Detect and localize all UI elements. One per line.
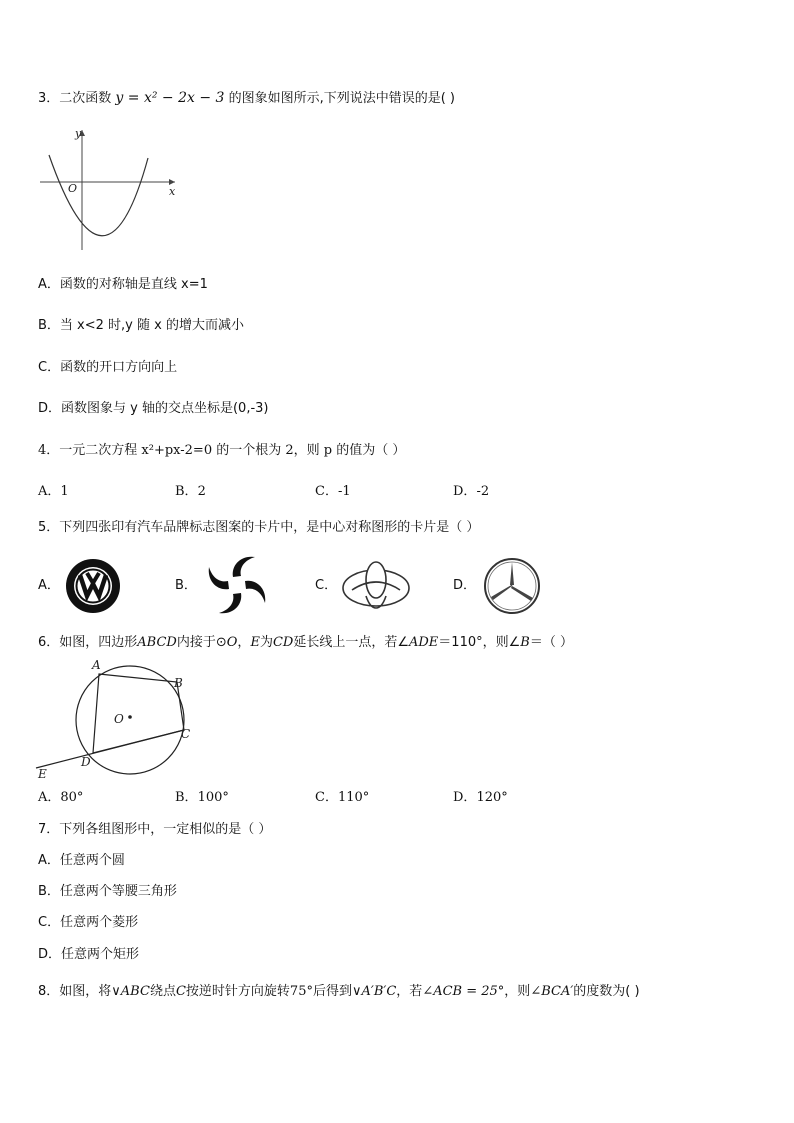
q4-option-b[interactable] — [175, 484, 206, 500]
q3-option-b-label: B． — [38, 318, 60, 333]
q6-ade: ADE — [408, 635, 439, 650]
q4-option-c[interactable] — [315, 484, 351, 500]
q6-option-b-text: 100° — [197, 790, 229, 805]
q5-stem: 5．下列四张印有汽车品牌标志图案的卡片中，是中心对称图形的卡片是（ ） — [38, 520, 480, 535]
q6-label-e: E — [38, 767, 47, 781]
q6-stem-a: 6．如图，四边形 — [38, 635, 138, 650]
swirl-logo-icon — [205, 553, 269, 617]
q6-option-b-label: B． — [175, 790, 198, 805]
q4-option-c-label: C． — [315, 484, 338, 499]
q6-o: O — [226, 635, 238, 650]
q6-option-c-label: C． — [315, 790, 338, 805]
q6-option-d[interactable] — [453, 790, 508, 806]
q5-option-a-label[interactable]: A． — [38, 578, 60, 593]
q6-option-c-text: 110° — [337, 790, 370, 805]
q6-stem-f: ＝110°，则∠ — [438, 635, 521, 650]
q3-parabola-graph — [35, 125, 195, 255]
q6-option-a[interactable] — [38, 790, 83, 806]
q6-option-a-label: A． — [38, 790, 61, 805]
q6-abcd: ABCD — [137, 635, 177, 650]
q7-option-d-text: 任意两个矩形 — [61, 947, 140, 962]
q6-cd: CD — [272, 635, 294, 650]
q8-stem — [38, 984, 640, 1000]
q7-option-d[interactable] — [38, 947, 139, 963]
q6-label-d: D — [81, 755, 91, 769]
q3-graph-x-label: x — [169, 185, 176, 198]
q6-stem-b: 内接于⊙ — [176, 635, 227, 650]
q6-option-d-text: 120° — [476, 790, 508, 805]
q4-option-a-text: 1 — [60, 484, 69, 499]
q6-label-c: C — [181, 727, 191, 741]
q8-condition: ∠ACB = 25° — [422, 984, 505, 999]
q8-triangle-abc: ∨ABC — [111, 984, 150, 999]
q4-option-d-label: D． — [453, 484, 477, 499]
q3-graph-y-label: y — [75, 127, 82, 140]
q6-e: E — [250, 635, 260, 650]
q6-option-c[interactable] — [315, 790, 369, 806]
q3-option-c-label: C． — [38, 360, 61, 375]
q7-option-a-label: A． — [38, 853, 60, 868]
q8-stem-d: 后得到 — [312, 984, 352, 999]
q4-option-d-text: -2 — [476, 484, 490, 499]
q7-option-c-label: C． — [38, 915, 61, 930]
volkswagen-logo-icon — [63, 556, 123, 616]
q7-option-b[interactable] — [38, 884, 177, 900]
q8-stem-g: 的度数为( ) — [573, 984, 640, 999]
q3-prefix: 3．二次函数 — [38, 91, 112, 106]
q8-point-c: C — [175, 984, 186, 999]
q3-option-d-label: D． — [38, 401, 62, 416]
q6-stem-g: ＝（ ） — [529, 635, 573, 650]
q3-option-c-text: 函数的开口方向向上 — [60, 360, 178, 375]
q6-label-a: A — [92, 658, 101, 672]
q3-option-a[interactable] — [38, 277, 208, 293]
q6-option-b[interactable] — [175, 790, 229, 806]
q3-option-b-text: 当 x<2 时,y 随 x 的增大而减小 — [59, 318, 244, 333]
q4-option-c-text: -1 — [337, 484, 351, 499]
q8-stem-f: ，则 — [504, 984, 531, 999]
q8-angle: 75° — [289, 984, 313, 999]
q3-formula: y = x² − 2x − 3 — [115, 90, 225, 106]
q7-stem: 7．下列各组图形中，一定相似的是（ ） — [38, 822, 272, 837]
q6-b: B — [520, 635, 530, 650]
q4-option-d[interactable] — [453, 484, 489, 500]
q5-option-b-label[interactable]: B． — [175, 578, 197, 593]
q4-option-b-text: 2 — [197, 484, 206, 499]
q4-option-a-label: A． — [38, 484, 61, 499]
q4-option-a[interactable] — [38, 484, 69, 500]
mercedes-logo-icon — [482, 556, 542, 616]
q6-label-b: B — [174, 676, 183, 690]
q6-stem-c: ， — [237, 635, 251, 650]
q7-option-c[interactable] — [38, 915, 138, 931]
q7-option-a-text: 任意两个圆 — [59, 853, 125, 868]
q8-triangle-abc-prime: ∨A′B′C — [351, 984, 397, 999]
q3-option-d[interactable] — [38, 401, 268, 417]
q7-option-b-text: 任意两个等腰三角形 — [59, 884, 177, 899]
q3-option-d-text: 函数图象与 y 轴的交点坐标是(0,-3) — [61, 401, 269, 416]
q4-option-b-label: B． — [175, 484, 198, 499]
q8-stem-a: 8．如图，将 — [38, 984, 112, 999]
q3-option-a-text: 函数的对称轴是直线 x=1 — [59, 277, 208, 292]
q7-option-c-text: 任意两个菱形 — [60, 915, 139, 930]
q7-option-a[interactable] — [38, 853, 125, 869]
q6-stem-d: 为 — [259, 635, 273, 650]
q6-option-d-label: D． — [453, 790, 477, 805]
q6-label-o: O — [114, 712, 124, 726]
q5-option-c-label[interactable]: C． — [315, 578, 338, 593]
q5-option-d-label[interactable]: D． — [453, 578, 477, 593]
q7-option-b-label: B． — [38, 884, 60, 899]
q6-stem-e: 延长线上一点，若∠ — [293, 635, 409, 650]
q8-target-angle: ∠BCA′ — [530, 984, 574, 999]
q6-stem — [38, 635, 573, 651]
q8-stem-c: 按逆时针方向旋转 — [185, 984, 290, 999]
q3-stem — [38, 90, 455, 107]
q3-graph-origin-label: O — [68, 182, 78, 195]
q8-stem-e: ，若 — [396, 984, 423, 999]
q3-option-c[interactable] — [38, 360, 177, 376]
q6-circle-figure — [30, 656, 200, 786]
q3-option-b[interactable] — [38, 318, 244, 334]
q4-stem: 4．一元二次方程 x²+px-2=0 的一个根为 2，则 p 的值为（ ） — [38, 443, 406, 458]
q7-option-d-label: D． — [38, 947, 62, 962]
q6-option-a-text: 80° — [60, 790, 84, 805]
q3-option-a-label: A． — [38, 277, 60, 292]
q3-suffix: 的图象如图所示,下列说法中错误的是( ) — [228, 91, 456, 106]
toyota-style-logo-icon — [340, 556, 412, 616]
q8-stem-b: 绕点 — [149, 984, 176, 999]
